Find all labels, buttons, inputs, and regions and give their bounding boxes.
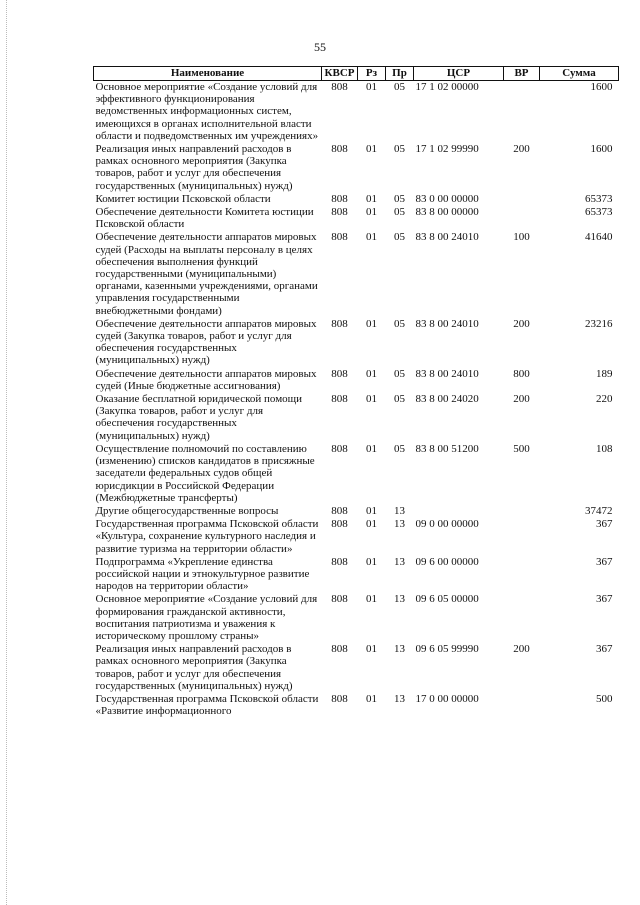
cell-kvsr: 808 (331, 643, 348, 656)
cell-pr: 13 (394, 643, 405, 656)
cell-rz: 01 (366, 593, 377, 606)
cell-pr: 05 (394, 231, 405, 244)
cell-sum: 1600 (590, 143, 613, 156)
table-row (94, 693, 619, 718)
cell-kvsr: 808 (331, 367, 348, 380)
table-row (94, 231, 619, 317)
cell-rz: 01 (366, 206, 377, 219)
cell-kvsr: 808 (331, 692, 348, 705)
cell-sum: 367 (596, 593, 613, 606)
table-row (94, 643, 619, 693)
cell-csr: 17 0 00 00000 (415, 692, 479, 705)
cell-vr: 100 (513, 231, 530, 244)
table-row (94, 81, 619, 144)
cell-pr: 13 (394, 504, 405, 517)
cell-rz: 01 (366, 518, 377, 531)
budget-table (93, 66, 619, 718)
cell-vr: 200 (513, 143, 530, 156)
cell-sum: 65373 (585, 206, 613, 219)
cell-vr: 500 (513, 442, 530, 455)
cell-vr (504, 505, 540, 518)
cell-csr: 83 8 00 00000 (415, 206, 479, 219)
header-csr: ЦСР (414, 67, 504, 81)
cell-pr: 05 (394, 393, 405, 406)
table-row (94, 318, 619, 368)
cell-sum: 37472 (585, 504, 613, 517)
cell-pr: 05 (394, 367, 405, 380)
cell-rz: 01 (366, 393, 377, 406)
cell-rz: 01 (366, 442, 377, 455)
cell-csr: 83 0 00 00000 (415, 192, 479, 205)
cell-name: Обеспечение деятельности Комитета юстиции Псковской области (95, 206, 314, 231)
cell-sum: 500 (596, 692, 613, 705)
header-vr: ВР (504, 67, 540, 81)
cell-name: Комитет юстиции Псковской области (95, 192, 271, 205)
table-row (94, 556, 619, 594)
table-row (94, 368, 619, 393)
table-body (94, 81, 619, 719)
cell-rz: 01 (366, 143, 377, 156)
cell-rz: 01 (366, 692, 377, 705)
cell-csr: 83 8 00 24010 (415, 231, 479, 244)
cell-pr: 05 (394, 81, 405, 93)
cell-sum: 1600 (590, 81, 613, 93)
cell-vr: 200 (513, 317, 530, 330)
cell-kvsr: 808 (331, 442, 348, 455)
budget-table-container (93, 66, 618, 718)
cell-rz: 01 (366, 317, 377, 330)
cell-kvsr: 808 (331, 518, 348, 531)
table-row (94, 443, 619, 505)
cell-vr: 200 (513, 643, 530, 656)
cell-pr: 05 (394, 442, 405, 455)
header-name: Наименование (94, 67, 322, 81)
cell-sum: 23216 (585, 317, 613, 330)
cell-csr: 83 8 00 24010 (415, 367, 479, 380)
cell-kvsr: 808 (331, 317, 348, 330)
cell-name: Реализация иных направлений расходов в рамках основного мероприятия (Закупка товаров, работ и услуг для обеспечения государственных (муниципальных) нужд) (95, 143, 293, 192)
cell-rz: 01 (366, 367, 377, 380)
cell-name: Осуществление полномочий по составлению (изменению) списков кандидатов в присяжные заседатели федеральных судов общей юрисдикции в Российской Федерации (Межбюджетные трансферты) (95, 442, 315, 504)
cell-pr: 05 (394, 206, 405, 219)
cell-kvsr: 808 (331, 504, 348, 517)
cell-rz: 01 (366, 643, 377, 656)
cell-vr (504, 556, 540, 594)
cell-vr: 800 (513, 367, 530, 380)
cell-name: Оказание бесплатной юридической помощи (Закупка товаров, работ и услуг для обеспечения государственных (муниципальных) нужд) (95, 393, 303, 442)
cell-vr (504, 206, 540, 231)
cell-name: Обеспечение деятельности аппаратов мировых судей (Закупка товаров, работ и услуг для обеспечения государственных (муниципальных) нужд) (95, 317, 317, 367)
cell-csr: 83 8 00 24010 (415, 317, 479, 330)
table-row (94, 518, 619, 556)
cell-pr: 13 (394, 518, 405, 531)
cell-csr: 09 6 00 00000 (415, 555, 479, 568)
cell-vr: 200 (513, 393, 530, 406)
cell-csr: 09 6 05 99990 (415, 643, 479, 656)
cell-name: Обеспечение деятельности аппаратов мировых судей (Расходы на выплаты персоналу в целях обеспечения выполнения функций государственными (муниципальными) органами, казенными учреждениями, органами управления государственными внебюджетными фондами) (95, 231, 318, 317)
table-row (94, 206, 619, 231)
cell-kvsr: 808 (331, 81, 348, 93)
table-row (94, 393, 619, 443)
cell-rz: 01 (366, 81, 377, 93)
header-rz: Рз (358, 67, 386, 81)
cell-rz: 01 (366, 555, 377, 568)
table-row (94, 143, 619, 193)
cell-pr: 13 (394, 692, 405, 705)
cell-sum: 108 (596, 442, 613, 455)
cell-csr: 17 1 02 99990 (415, 143, 479, 156)
cell-csr: 09 0 00 00000 (415, 518, 479, 531)
cell-pr: 13 (394, 593, 405, 606)
header-sum: Сумма (540, 67, 619, 81)
cell-kvsr: 808 (331, 192, 348, 205)
cell-name: Государственная программа Псковской области «Культура, сохранение культурного наследия и развитие туризма на территории области» (95, 518, 319, 555)
page-number: 55 (314, 40, 326, 54)
cell-name: Государственная программа Псковской области «Развитие информационного (95, 692, 319, 718)
cell-rz: 01 (366, 504, 377, 517)
cell-vr (504, 518, 540, 556)
cell-csr: 83 8 00 51200 (415, 442, 479, 455)
cell-sum: 189 (596, 367, 613, 380)
cell-kvsr: 808 (331, 231, 348, 244)
cell-name: Обеспечение деятельности аппаратов мировых судей (Иные бюджетные ассигнования) (95, 367, 317, 392)
cell-name: Реализация иных направлений расходов в рамках основного мероприятия (Закупка товаров, работ и услуг для обеспечения государственных (муниципальных) нужд) (95, 643, 293, 692)
cell-pr: 05 (394, 192, 405, 205)
cell-sum: 367 (596, 518, 613, 531)
cell-csr: 83 8 00 24020 (415, 393, 479, 406)
table-row (94, 505, 619, 518)
cell-kvsr: 808 (331, 143, 348, 156)
cell-pr: 05 (394, 143, 405, 156)
table-header-row (94, 67, 619, 81)
cell-rz: 01 (366, 231, 377, 244)
cell-pr: 05 (394, 317, 405, 330)
cell-name: Подпрограмма «Укрепление единства российской нации и этнокультурное развитие народов на территории области» (95, 555, 310, 593)
cell-rz: 01 (366, 192, 377, 205)
cell-name: Основное мероприятие «Создание условий для эффективного функционирования ведомственных информационных систем, имеющихся в органах исполнительной власти области и подведомственных им учреждениях» (95, 81, 319, 142)
cell-csr: 09 6 05 00000 (415, 593, 479, 606)
cell-sum: 65373 (585, 192, 613, 205)
cell-name: Другие общегосударственные вопросы (95, 504, 279, 517)
cell-kvsr: 808 (331, 555, 348, 568)
cell-csr (414, 505, 504, 518)
header-kvsr: КВСР (322, 67, 358, 81)
cell-csr: 17 1 02 00000 (415, 81, 479, 93)
cell-name: Основное мероприятие «Создание условий для формирования гражданской активности, воспитания патриотизма и уважения к историческому прошлому страны» (95, 593, 318, 642)
cell-vr (504, 693, 540, 718)
header-pr: Пр (386, 67, 414, 81)
scan-edge-line (6, 0, 8, 905)
cell-kvsr: 808 (331, 393, 348, 406)
cell-sum: 220 (596, 393, 613, 406)
cell-pr: 13 (394, 555, 405, 568)
cell-kvsr: 808 (331, 206, 348, 219)
cell-vr (504, 81, 540, 144)
cell-sum: 367 (596, 643, 613, 656)
cell-kvsr: 808 (331, 593, 348, 606)
cell-vr (504, 193, 540, 206)
cell-vr (504, 593, 540, 643)
cell-sum: 41640 (585, 231, 613, 244)
cell-sum: 367 (596, 555, 613, 568)
table-row (94, 193, 619, 206)
table-row (94, 593, 619, 643)
